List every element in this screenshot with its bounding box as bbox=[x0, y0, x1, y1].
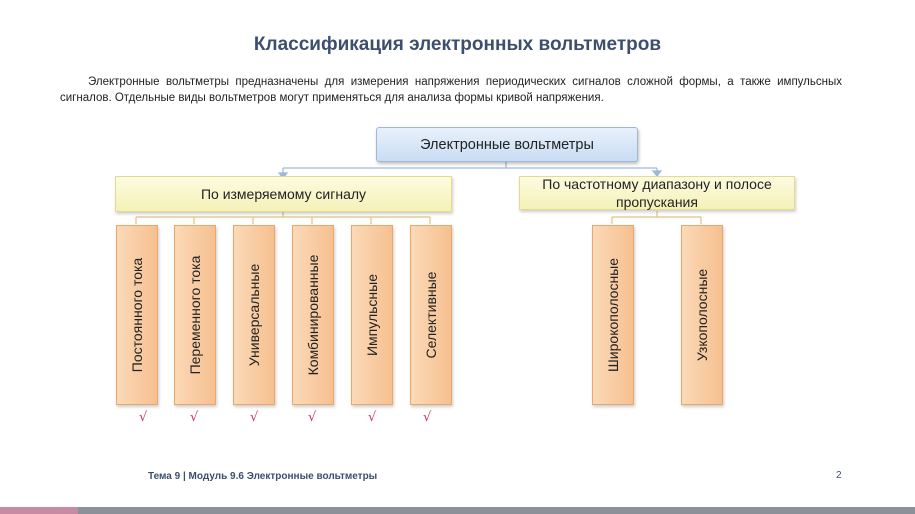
check-mark: √ bbox=[423, 410, 432, 425]
leaf-node-combined bbox=[292, 225, 334, 405]
leaf-label: Постоянного тока bbox=[129, 257, 145, 373]
intro-paragraph: Электронные вольтметры предназначены для измерения напряжения периодических сигналов сложной формы, а также импульсных сигналов. Отдельные виды вольтметров могут применяться для анализа формы кривой напряжения. bbox=[60, 76, 842, 104]
leaf-label: Импульсные bbox=[364, 273, 380, 357]
leaf-label: Универсальные bbox=[246, 263, 262, 367]
slide-title: Классификация электронных вольтметров bbox=[253, 34, 662, 55]
check-mark: √ bbox=[139, 410, 148, 425]
leaf-label: Селективные bbox=[423, 271, 439, 359]
leaf-node-narrowband bbox=[681, 225, 723, 405]
leaf-label: Переменного тока bbox=[187, 255, 203, 375]
root-node: Электронные вольтметры bbox=[376, 127, 638, 162]
leaf-node-selective bbox=[410, 225, 452, 405]
leaf-node-ac bbox=[174, 225, 216, 405]
check-mark: √ bbox=[190, 410, 199, 425]
page-number: 2 bbox=[836, 470, 842, 481]
leaf-node-pulse bbox=[351, 225, 393, 405]
leaf-node-broadband bbox=[592, 225, 634, 405]
check-mark: √ bbox=[250, 410, 259, 425]
leaf-label: Комбинированные bbox=[305, 254, 321, 376]
category-node-frequency-range: По частотному диапазону и полосе пропускания bbox=[519, 176, 795, 210]
bottom-accent bbox=[0, 507, 78, 514]
leaf-node-dc bbox=[116, 225, 158, 405]
leaf-label: Широкополосные bbox=[605, 257, 621, 373]
bottom-bar bbox=[0, 507, 915, 514]
leaf-node-universal bbox=[233, 225, 275, 405]
category-node-measured-signal: По измеряемому сигналу bbox=[115, 176, 452, 212]
slide-footer: Тема 9 | Модуль 9.6 Электронные вольтметры bbox=[148, 471, 378, 482]
check-mark: √ bbox=[368, 410, 377, 425]
leaf-label: Узкополосные bbox=[694, 268, 710, 362]
check-mark: √ bbox=[308, 410, 317, 425]
